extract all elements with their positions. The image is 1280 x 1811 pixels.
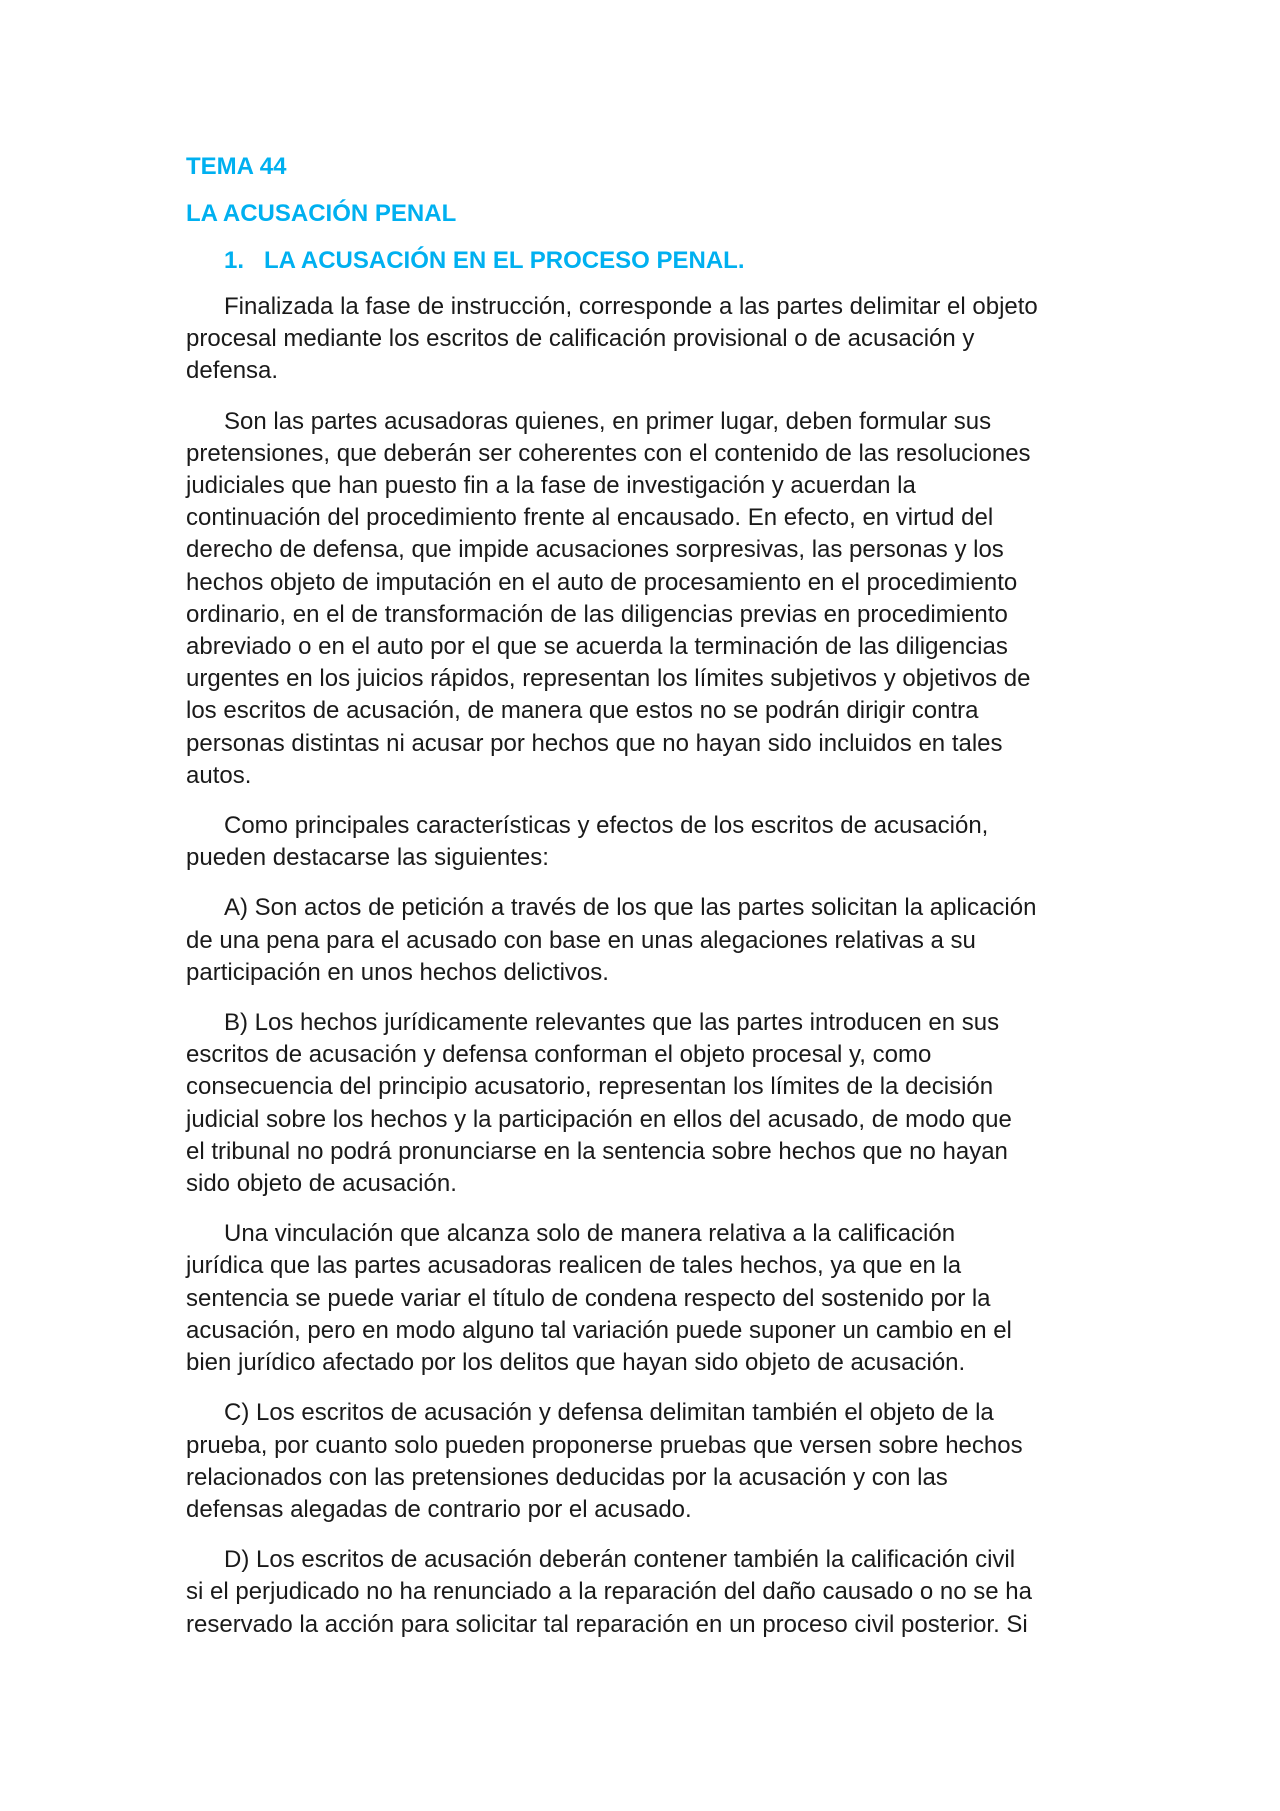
paragraph-vinculacion: Una vinculación que alcanza solo de manera relativa a la calificación jurídica que las partes acusadoras realicen de tales hechos, ya que en la sentencia se puede variar el título de condena respecto del sostenido por la acusación, pero en modo alguno tal variación puede suponer un cambio en el bien jurídico afectado por los delitos que hayan sido objeto de acusación. [186,1220,1012,1377]
section-title: LA ACUSACIÓN EN EL PROCESO PENAL. [264,247,745,274]
paragraph-1: Finalizada la fase de instrucción, corresponde a las partes delimitar el objeto procesal mediante los escritos de calificación provisional o de acusación y defensa. [186,293,1038,385]
section-heading [224,244,1106,278]
paragraph-3: Como principales características y efectos de los escritos de acusación, pueden destacarse las siguientes: [186,812,989,872]
paragraph-a: A) Son actos de petición a través de los que las partes solicitan la aplicación de una pena para el acusado con base en unas alegaciones relativas a su participación en unos hechos delictivos. [186,894,1037,986]
paragraph-2: Son las partes acusadoras quienes, en primer lugar, deben formular sus pretensiones, que deberán ser coherentes con el contenido de las resoluciones judiciales que han puesto fin a la fase de investigación y acuerdan la continuación del procedimiento frente al encausado. En efecto, en virtud del derecho de defensa, que impide acusaciones sorpresivas, las personas y los hechos objeto de imputación en el auto de procesamiento en el procedimiento ordinario, en el de transformación de las diligencias previas en procedimiento abreviado o en el auto por el que se acuerda la terminación de las diligencias urgentes en los juicios rápidos, representan los límites subjetivos y objetivos de los escritos de acusación, de manera que estos no se podrán dirigir contra personas distintas ni acusar por hechos que no hayan sido incluidos en tales autos. [186,407,1031,789]
tema-heading: TEMA 44 [186,153,287,180]
section-number: 1. [224,247,245,274]
paragraph-d: D) Los escritos de acusación deberán contener también la calificación civil si el perjudicado no ha renunciado a la reparación del daño causado o no se ha reservado la acción para solicitar tal reparación en un proceso civil posterior. Si [186,1546,1032,1638]
document-page [186,150,1106,1659]
document-title: LA ACUSACIÓN PENAL [186,200,457,227]
paragraph-c: C) Los escritos de acusación y defensa delimitan también el objeto de la prueba, por cuanto solo pueden proponerse pruebas que versen sobre hechos relacionados con las pretensiones deducidas por la acusación y con las defensas alegadas de contrario por el acusado. [186,1399,1023,1523]
paragraph-b: B) Los hechos jurídicamente relevantes que las partes introducen en sus escritos de acusación y defensa conforman el objeto procesal y, como consecuencia del principio acusatorio, representan los límites de la decisión judicial sobre los hechos y la participación en ellos del acusado, de modo que el tribunal no podrá pronunciarse en la sentencia sobre hechos que no hayan sido objeto de acusación. [186,1009,1012,1198]
